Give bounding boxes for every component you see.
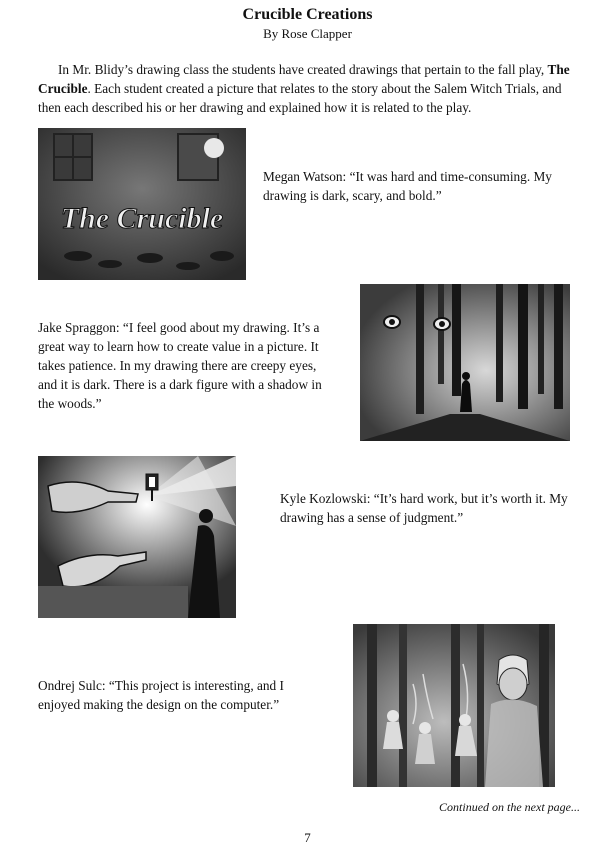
quote-ondrej-sulc: Ondrej Sulc: “This project is interesting, and I enjoyed making the design on the computer.” (38, 678, 284, 712)
drawing-forest-dancers (353, 624, 555, 787)
drawing-the-crucible (38, 128, 246, 280)
intro-text-1: In Mr. Blidy’s drawing class the students have created drawings that pertain to the fall play, (58, 62, 548, 77)
quote-kyle-kozlowski: Kyle Kozlowski: “It’s hard work, but it’s worth it. My drawing has a sense of judgment.” (280, 491, 568, 525)
article-intro (38, 60, 583, 117)
quote-jake-spraggon: Jake Spraggon: “I feel good about my drawing. It’s a great way to learn how to create value in a picture. It takes patience. In my drawing there are creepy eyes, and it is dark. There is a dark figure with a shadow in the woods.” (38, 320, 322, 411)
intro-text-2: . Each student created a picture that relates to the story about the Salem Witch Trials, and then each described his or her drawing and explained how it is related to the play. (38, 81, 562, 115)
page-number: 7 (304, 830, 311, 845)
drawing-pointing-hands (38, 456, 236, 618)
play-title: The Crucible (38, 62, 570, 96)
drawing-pointing-hands-svg (38, 456, 236, 618)
drawing-title-text: The Crucible (60, 202, 224, 235)
drawing-dark-woods-svg (360, 284, 570, 441)
quote-megan-watson: Megan Watson: “It was hard and time-consuming. My drawing is dark, scary, and bold.” (263, 169, 552, 203)
article-byline: By Rose Clapper (263, 26, 352, 41)
article-title: Crucible Creations (242, 6, 373, 23)
drawing-forest-dancers-svg (353, 624, 555, 787)
drawing-dark-woods (360, 284, 570, 441)
continued-note: Continued on the next page... (439, 800, 580, 814)
drawing-the-crucible-svg (38, 128, 246, 280)
